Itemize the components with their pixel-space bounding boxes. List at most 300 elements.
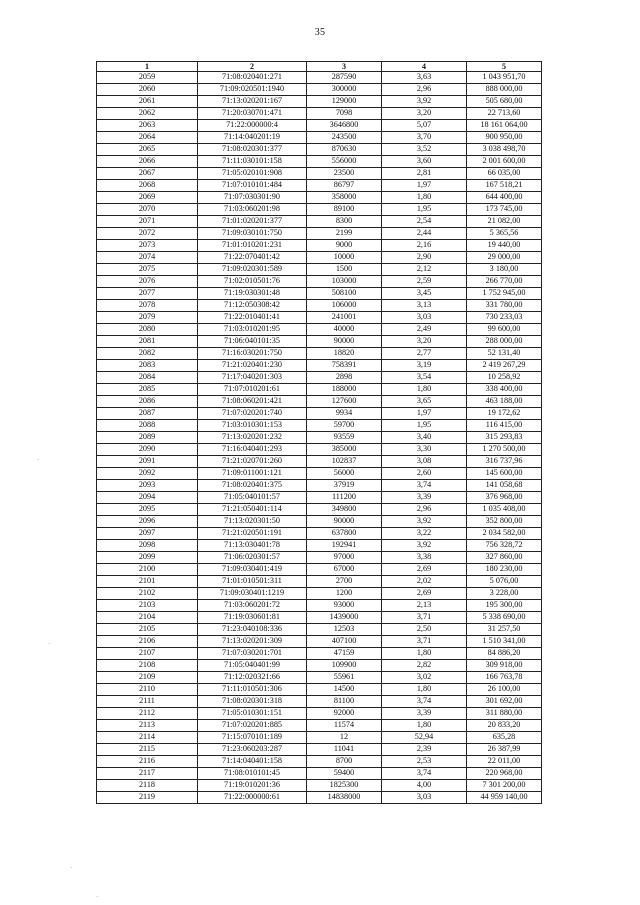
value-cell: 376 968,00 [467,492,542,504]
value-cell: 900 950,00 [467,132,542,144]
area-cell: 8700 [307,756,382,768]
cadastral-number-cell: 71:15:070101:189 [198,732,307,744]
area-cell: 300000 [307,84,382,96]
value-cell: 3 038 498,70 [467,144,542,156]
cadastral-number-cell: 71:07:010201:61 [198,384,307,396]
rate-cell: 2,69 [382,564,467,576]
row-number-cell: 2084 [97,372,198,384]
rate-cell: 2,60 [382,468,467,480]
cadastral-number-cell: 71:22:000000:61 [198,792,307,804]
column-header: 5 [467,62,542,72]
area-cell: 407100 [307,636,382,648]
table-row [97,84,542,96]
table-row [97,108,542,120]
scan-speck: · [96,893,99,901]
value-cell: 1 035 408,00 [467,504,542,516]
page-number: 35 [314,27,326,38]
rate-cell: 2,96 [382,504,467,516]
row-number-cell: 2114 [97,732,198,744]
rate-cell: 1,80 [382,648,467,660]
rate-cell: 3,03 [382,792,467,804]
area-cell: 10000 [307,252,382,264]
rate-cell: 3,13 [382,300,467,312]
value-cell: 327 860,00 [467,552,542,564]
table-row [97,192,542,204]
rate-cell: 3,03 [382,312,467,324]
value-cell: 331 780,00 [467,300,542,312]
data-table [96,61,542,804]
value-cell: 180 230,00 [467,564,542,576]
value-cell: 2 419 267,29 [467,360,542,372]
value-cell: 1 510 341,00 [467,636,542,648]
rate-cell: 2,02 [382,576,467,588]
table-row [97,528,542,540]
cadastral-number-cell: 71:07:020201:740 [198,408,307,420]
table-row [97,444,542,456]
row-number-cell: 2067 [97,168,198,180]
area-cell: 37919 [307,480,382,492]
table-row [97,756,542,768]
rate-cell: 2,50 [382,624,467,636]
table-row [97,156,542,168]
value-cell: 338 400,00 [467,384,542,396]
table-row [97,768,542,780]
column-header: 4 [382,62,467,72]
value-cell: 84 886,20 [467,648,542,660]
cadastral-number-cell: 71:20:030701:471 [198,108,307,120]
area-cell: 59700 [307,420,382,432]
row-number-cell: 2116 [97,756,198,768]
value-cell: 301 692,00 [467,696,542,708]
rate-cell: 3,45 [382,288,467,300]
row-number-cell: 2076 [97,276,198,288]
area-cell: 1439000 [307,612,382,624]
area-cell: 358000 [307,192,382,204]
rate-cell: 2,13 [382,600,467,612]
rate-cell: 2,96 [382,84,467,96]
table-row [97,216,542,228]
row-number-cell: 2080 [97,324,198,336]
row-number-cell: 2062 [97,108,198,120]
scan-speck: · [37,456,40,464]
table-row [97,432,542,444]
row-number-cell: 2069 [97,192,198,204]
value-cell: 463 188,00 [467,396,542,408]
row-number-cell: 2106 [97,636,198,648]
rate-cell: 3,20 [382,108,467,120]
row-number-cell: 2112 [97,708,198,720]
rate-cell: 3,71 [382,636,467,648]
cadastral-number-cell: 71:19:030601:81 [198,612,307,624]
area-cell: 2199 [307,228,382,240]
value-cell: 3 228,00 [467,588,542,600]
cadastral-number-cell: 71:12:050308:42 [198,300,307,312]
rate-cell: 52,94 [382,732,467,744]
table-row [97,396,542,408]
table-row [97,360,542,372]
cadastral-number-cell: 71:05:040401:99 [198,660,307,672]
cadastral-number-cell: 71:05:010301:151 [198,708,307,720]
area-cell: 287590 [307,72,382,84]
row-number-cell: 2104 [97,612,198,624]
table-row [97,72,542,84]
cadastral-number-cell: 71:01:010501:311 [198,576,307,588]
rate-cell: 1,80 [382,720,467,732]
area-cell: 86797 [307,180,382,192]
area-cell: 12 [307,732,382,744]
area-cell: 59400 [307,768,382,780]
rate-cell: 3,30 [382,444,467,456]
table-row [97,456,542,468]
value-cell: 52 131,40 [467,348,542,360]
area-cell: 385000 [307,444,382,456]
cadastral-number-cell: 71:01:020201:377 [198,216,307,228]
cadastral-number-cell: 71:08:010101:45 [198,768,307,780]
area-cell: 11041 [307,744,382,756]
row-number-cell: 2117 [97,768,198,780]
cadastral-number-cell: 71:16:040401:293 [198,444,307,456]
table-row [97,564,542,576]
cadastral-number-cell: 71:07:010101:484 [198,180,307,192]
area-cell: 9934 [307,408,382,420]
row-number-cell: 2072 [97,228,198,240]
cadastral-number-cell: 71:14:040401:158 [198,756,307,768]
cadastral-number-cell: 71:23:060203:287 [198,744,307,756]
area-cell: 40000 [307,324,382,336]
value-cell: 2 001 600,00 [467,156,542,168]
cadastral-number-cell: 71:03:060201:98 [198,204,307,216]
rate-cell: 3,92 [382,516,467,528]
row-number-cell: 2059 [97,72,198,84]
table-row [97,648,542,660]
table-row [97,720,542,732]
area-cell: 2700 [307,576,382,588]
table-row [97,636,542,648]
row-number-cell: 2118 [97,780,198,792]
rate-cell: 3,02 [382,672,467,684]
cadastral-number-cell: 71:19:030301:48 [198,288,307,300]
cadastral-number-cell: 71:13:020201:232 [198,432,307,444]
value-cell: 309 918,00 [467,660,542,672]
area-cell: 56000 [307,468,382,480]
value-cell: 31 257,50 [467,624,542,636]
rate-cell: 3,39 [382,492,467,504]
row-number-cell: 2098 [97,540,198,552]
value-cell: 316 737,96 [467,456,542,468]
cadastral-number-cell: 71:11:030101:158 [198,156,307,168]
rate-cell: 3,71 [382,612,467,624]
value-cell: 1 752 945,00 [467,288,542,300]
table-row [97,588,542,600]
area-cell: 55961 [307,672,382,684]
rate-cell: 2,69 [382,588,467,600]
rate-cell: 3,39 [382,708,467,720]
value-cell: 288 000,00 [467,336,542,348]
row-number-cell: 2105 [97,624,198,636]
rate-cell: 3,54 [382,372,467,384]
rate-cell: 1,95 [382,204,467,216]
rate-cell: 3,38 [382,552,467,564]
table-row [97,672,542,684]
table-row [97,744,542,756]
row-number-cell: 2119 [97,792,198,804]
cadastral-number-cell: 71:09:011001:121 [198,468,307,480]
table-row [97,324,542,336]
value-cell: 19 172,62 [467,408,542,420]
area-cell: 102837 [307,456,382,468]
cadastral-number-cell: 71:21:050401:114 [198,504,307,516]
area-cell: 508100 [307,288,382,300]
row-number-cell: 2099 [97,552,198,564]
row-number-cell: 2101 [97,576,198,588]
value-cell: 635,28 [467,732,542,744]
table-row [97,276,542,288]
area-cell: 93559 [307,432,382,444]
row-number-cell: 2066 [97,156,198,168]
row-number-cell: 2083 [97,360,198,372]
row-number-cell: 2077 [97,288,198,300]
cadastral-number-cell: 71:21:020501:191 [198,528,307,540]
table-row [97,336,542,348]
rate-cell: 2,59 [382,276,467,288]
rate-cell: 3,63 [382,72,467,84]
value-cell: 18 161 064,00 [467,120,542,132]
value-cell: 22 713,60 [467,108,542,120]
row-number-cell: 2090 [97,444,198,456]
row-number-cell: 2109 [97,672,198,684]
value-cell: 10 258,92 [467,372,542,384]
row-number-cell: 2063 [97,120,198,132]
rate-cell: 1,97 [382,408,467,420]
value-cell: 29 000,00 [467,252,542,264]
row-number-cell: 2088 [97,420,198,432]
cadastral-number-cell: 71:19:010201:36 [198,780,307,792]
cadastral-number-cell: 71:22:000000:4 [198,120,307,132]
table-row [97,180,542,192]
rate-cell: 3,22 [382,528,467,540]
row-number-cell: 2113 [97,720,198,732]
rate-cell: 1,80 [382,684,467,696]
column-header: 2 [198,62,307,72]
table-row [97,288,542,300]
column-header: 1 [97,62,198,72]
value-cell: 266 770,00 [467,276,542,288]
area-cell: 129000 [307,96,382,108]
cadastral-number-cell: 71:22:010401:41 [198,312,307,324]
cadastral-number-cell: 71:23:040108:336 [198,624,307,636]
row-number-cell: 2074 [97,252,198,264]
area-cell: 89100 [307,204,382,216]
table-row [97,468,542,480]
table-body [97,72,542,804]
table-row [97,420,542,432]
table-header-row [97,62,542,72]
table-row [97,492,542,504]
rate-cell: 5,07 [382,120,467,132]
table-row [97,144,542,156]
area-cell: 18820 [307,348,382,360]
row-number-cell: 2100 [97,564,198,576]
table-row [97,780,542,792]
area-cell: 1200 [307,588,382,600]
rate-cell: 2,39 [382,744,467,756]
value-cell: 44 959 140,00 [467,792,542,804]
rate-cell: 2,44 [382,228,467,240]
area-cell: 243500 [307,132,382,144]
value-cell: 5 076,00 [467,576,542,588]
value-cell: 315 293,83 [467,432,542,444]
area-cell: 109900 [307,660,382,672]
value-cell: 2 034 582,00 [467,528,542,540]
row-number-cell: 2108 [97,660,198,672]
row-number-cell: 2102 [97,588,198,600]
table-row [97,600,542,612]
value-cell: 220 968,00 [467,768,542,780]
area-cell: 90000 [307,516,382,528]
table-row [97,696,542,708]
table-row [97,684,542,696]
rate-cell: 2,16 [382,240,467,252]
row-number-cell: 2089 [97,432,198,444]
area-cell: 9000 [307,240,382,252]
area-cell: 47159 [307,648,382,660]
table-row [97,264,542,276]
rate-cell: 2,12 [382,264,467,276]
table-row [97,612,542,624]
row-number-cell: 2060 [97,84,198,96]
cadastral-number-cell: 71:06:040101:35 [198,336,307,348]
cadastral-number-cell: 71:07:030301:90 [198,192,307,204]
cadastral-number-cell: 71:13:030401:78 [198,540,307,552]
cadastral-number-cell: 71:09:030401:419 [198,564,307,576]
table-row [97,576,542,588]
table-row [97,120,542,132]
value-cell: 22 011,00 [467,756,542,768]
area-cell: 192941 [307,540,382,552]
cadastral-number-cell: 71:09:020501:1940 [198,84,307,96]
row-number-cell: 2091 [97,456,198,468]
rate-cell: 3,92 [382,540,467,552]
value-cell: 141 058,68 [467,480,542,492]
cadastral-number-cell: 71:22:070401:42 [198,252,307,264]
area-cell: 241001 [307,312,382,324]
area-cell: 637800 [307,528,382,540]
rate-cell: 2,77 [382,348,467,360]
cadastral-number-cell: 71:08:020401:375 [198,480,307,492]
row-number-cell: 2092 [97,468,198,480]
cadastral-number-cell: 71:08:020401:271 [198,72,307,84]
table-row [97,624,542,636]
rate-cell: 3,19 [382,360,467,372]
row-number-cell: 2073 [97,240,198,252]
row-number-cell: 2111 [97,696,198,708]
area-cell: 23500 [307,168,382,180]
rate-cell: 3,08 [382,456,467,468]
rate-cell: 3,92 [382,96,467,108]
row-number-cell: 2096 [97,516,198,528]
table-row [97,372,542,384]
area-cell: 127600 [307,396,382,408]
cadastral-number-cell: 71:21:020401:230 [198,360,307,372]
row-number-cell: 2097 [97,528,198,540]
row-number-cell: 2115 [97,744,198,756]
cadastral-number-cell: 71:12:020321:66 [198,672,307,684]
value-cell: 166 763,78 [467,672,542,684]
rate-cell: 1,95 [382,420,467,432]
table-row [97,204,542,216]
rate-cell: 2,81 [382,168,467,180]
area-cell: 92000 [307,708,382,720]
value-cell: 7 301 200,00 [467,780,542,792]
value-cell: 1 043 951,70 [467,72,542,84]
row-number-cell: 2079 [97,312,198,324]
area-cell: 12503 [307,624,382,636]
table-row [97,96,542,108]
value-cell: 26 100,00 [467,684,542,696]
area-cell: 81100 [307,696,382,708]
value-cell: 5 338 690,00 [467,612,542,624]
rate-cell: 2,82 [382,660,467,672]
cadastral-number-cell: 71:09:020301:589 [198,264,307,276]
row-number-cell: 2085 [97,384,198,396]
area-cell: 870630 [307,144,382,156]
cadastral-number-cell: 71:13:020301:50 [198,516,307,528]
area-cell: 111200 [307,492,382,504]
value-cell: 19 440,00 [467,240,542,252]
table-row [97,540,542,552]
area-cell: 758391 [307,360,382,372]
value-cell: 3 180,00 [467,264,542,276]
row-number-cell: 2070 [97,204,198,216]
value-cell: 26 387,99 [467,744,542,756]
row-number-cell: 2078 [97,300,198,312]
area-cell: 8300 [307,216,382,228]
table-row [97,552,542,564]
table-row [97,132,542,144]
rate-cell: 3,74 [382,768,467,780]
area-cell: 1500 [307,264,382,276]
row-number-cell: 2065 [97,144,198,156]
rate-cell: 2,90 [382,252,467,264]
table-row [97,384,542,396]
cadastral-number-cell: 71:03:010201:95 [198,324,307,336]
row-number-cell: 2087 [97,408,198,420]
cadastral-number-cell: 71:11:010501:306 [198,684,307,696]
table-row [97,504,542,516]
rate-cell: 1,80 [382,384,467,396]
cadastral-number-cell: 71:08:020301:318 [198,696,307,708]
cadastral-number-cell: 71:09:030401:1219 [198,588,307,600]
area-cell: 349800 [307,504,382,516]
cadastral-number-cell: 71:08:020301:377 [198,144,307,156]
rate-cell: 3,20 [382,336,467,348]
value-cell: 644 400,00 [467,192,542,204]
table-row [97,708,542,720]
rate-cell: 3,52 [382,144,467,156]
value-cell: 116 415,00 [467,420,542,432]
area-cell: 103000 [307,276,382,288]
table-row [97,732,542,744]
row-number-cell: 2064 [97,132,198,144]
area-cell: 14500 [307,684,382,696]
row-number-cell: 2071 [97,216,198,228]
rate-cell: 3,40 [382,432,467,444]
value-cell: 730 233,03 [467,312,542,324]
table-row [97,240,542,252]
value-cell: 167 518,21 [467,180,542,192]
area-cell: 97000 [307,552,382,564]
value-cell: 21 082,00 [467,216,542,228]
